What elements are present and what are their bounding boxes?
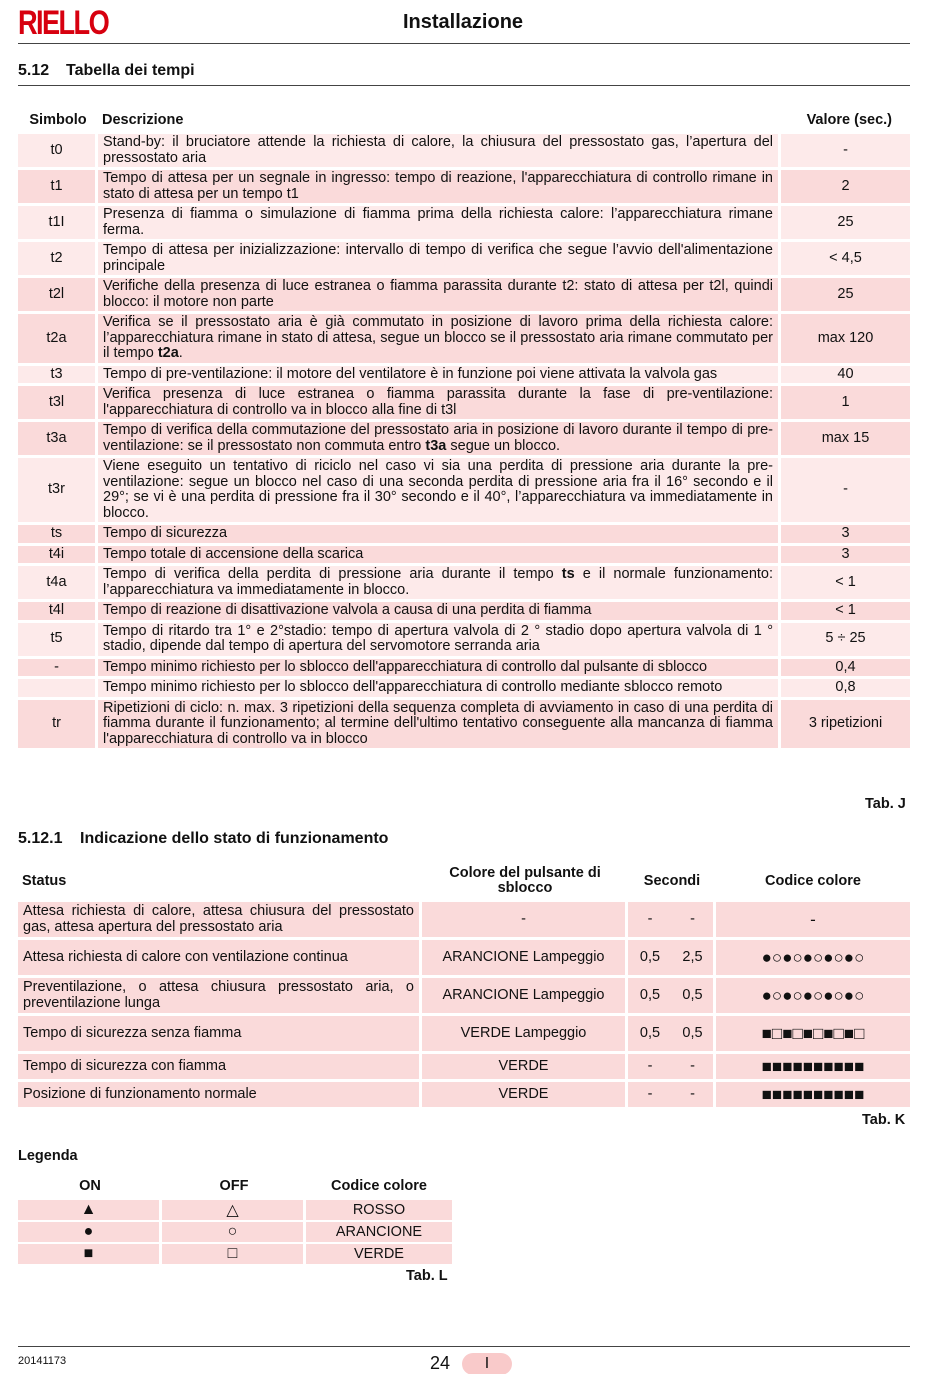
table-row (18, 386, 910, 419)
table-row (18, 623, 910, 656)
legend-color-name: ARANCIONE (306, 1222, 452, 1242)
document-code: 20141173 (18, 1355, 67, 1367)
row-value: - (781, 134, 910, 167)
row-button-color: ARANCIONE Lampeggio (422, 978, 628, 1013)
row-button-color: VERDE Lampeggio (422, 1016, 628, 1051)
row-symbol: t4i (18, 546, 98, 564)
row-status: Posizione di funzionamento normale (18, 1082, 422, 1107)
row-description (98, 679, 781, 697)
row-symbol: - (18, 659, 98, 677)
table-k-label: Tab. K (862, 1112, 906, 1128)
row-description (98, 386, 781, 419)
table-row (18, 458, 910, 522)
description-text: Tempo di ritardo tra 1° e 2°stadio: tempo di apertura valvola di 2 ° stadio dopo apertura valvola di 1 ° stadio, dipende dal tempo di apertura del servomotore serranda aria (103, 622, 773, 654)
description-after: . (178, 345, 183, 361)
row-value: < 1 (781, 602, 910, 620)
legend-color-name: ROSSO (306, 1200, 452, 1220)
legend-table (18, 1172, 452, 1266)
row-status: Preventilazione, o attesa chiusura pressostato aria, o preventilazione lunga (18, 978, 422, 1013)
row-button-color: VERDE (422, 1054, 628, 1079)
row-symbol: tr (18, 700, 98, 749)
row-symbol: t4l (18, 602, 98, 620)
row-status: Attesa richiesta di calore con ventilazione continua (18, 940, 422, 975)
row-symbol: t2a (18, 314, 98, 363)
legend-off-symbol: □ (162, 1244, 306, 1264)
description-text: Verifiche della presenza di luce estranea o fiamma parassita durante t2: stato di attesa per t2l, quindi blocco: il motore non parte (103, 278, 773, 310)
row-value: 2 (781, 170, 910, 203)
row-button-color: ARANCIONE Lampeggio (422, 940, 628, 975)
table-row (18, 700, 910, 749)
description-after: e il normale funzionamento: l’apparecchiatura va immediatamente in blocco. (103, 566, 774, 598)
row-status: Tempo di sicurezza senza fiamma (18, 1016, 422, 1051)
row-color-code: ■□■□■□■□■□ (716, 1016, 910, 1051)
row-description (98, 314, 781, 363)
table-row (18, 134, 910, 167)
row-value: 5 ÷ 25 (781, 623, 910, 656)
page-header (18, 6, 910, 44)
row-value: 1 (781, 386, 910, 419)
legend-on-symbol: ▲ (18, 1200, 162, 1220)
row-seconds-off: - (672, 902, 716, 937)
row-color-code: ●○●○●○●○●○ (716, 940, 910, 975)
col-value-header: Valore (sec.) (806, 112, 892, 128)
row-value: 40 (781, 366, 910, 384)
row-value: max 15 (781, 422, 910, 455)
row-seconds-on: - (628, 1054, 672, 1079)
col-description-header: Descrizione (102, 112, 184, 128)
col-seconds-header: Secondi (643, 872, 701, 889)
row-seconds-on: 0,5 (628, 978, 672, 1013)
row-value: 25 (781, 206, 910, 239)
row-value: < 4,5 (781, 242, 910, 275)
row-color-code: - (716, 902, 910, 937)
table-row (18, 422, 910, 455)
legend-code-header: Codice colore (331, 1178, 427, 1194)
table-row (18, 902, 910, 937)
description-text: Tempo totale di accensione della scarica (103, 545, 364, 562)
row-symbol: t3l (18, 386, 98, 419)
legend-off-header: OFF (219, 1178, 249, 1194)
description-after: segue un blocco. (446, 437, 561, 454)
description-text: Tempo minimo richiesto per lo sblocco dell'apparecchiatura di controllo mediante sblocco remoto (103, 679, 723, 695)
legend-on-symbol: ■ (18, 1244, 162, 1264)
row-value: 25 (781, 278, 910, 311)
section-heading-5-12-1 (18, 830, 910, 848)
description-text: Tempo minimo richiesto per lo sblocco dell'apparecchiatura di controllo dal pulsante di sblocco (103, 658, 708, 675)
row-description (98, 170, 781, 203)
page-footer (18, 1346, 910, 1374)
status-table (18, 860, 910, 1110)
row-description (98, 242, 781, 275)
row-symbol: ts (18, 525, 98, 543)
description-text: Ripetizioni di ciclo: n. max. 3 ripetizioni della sequenza completa di avviamento in caso di una perdita di fiamma durante il funzionamento; al termine dell'ultimo tentativo conseguente alla mancanza di fiamma l'apparecchiatura di controllo va in blocco (103, 699, 773, 747)
row-color-code: ■■■■■■■■■■ (716, 1054, 910, 1079)
row-seconds-off: - (672, 1054, 716, 1079)
row-button-color: VERDE (422, 1082, 628, 1107)
legend-row (18, 1222, 452, 1242)
row-symbol: t1 (18, 170, 98, 203)
table-l-label: Tab. L (406, 1268, 448, 1284)
row-description (98, 422, 781, 455)
row-description (98, 134, 781, 167)
row-description (98, 458, 781, 522)
row-description (98, 278, 781, 311)
description-text: Tempo di attesa per un segnale in ingresso: tempo di reazione, l'apparecchiatura di controllo rimane in stato di attesa per un tempo t1 (103, 170, 773, 202)
legend-color-name: VERDE (306, 1244, 452, 1264)
row-description (98, 659, 781, 677)
description-text: Verifica se il pressostato aria è già commutato in posizione di lavoro prima della richiesta calore: l’apparecchiatura rimane in stato di attesa, segue un blocco se il pressostato aria rimane commutato per il tempo (103, 314, 773, 361)
page-title: Installazione (403, 11, 524, 33)
row-seconds-off: 2,5 (672, 940, 716, 975)
col-symbol-header: Simbolo (29, 112, 87, 128)
description-text: Verifica presenza di luce estranea o fiamma parassita durante la fase di pre-ventilazione: l'apparecchiatura di controllo va in blocco alla fine di t3l (103, 386, 773, 418)
row-symbol: t3a (18, 422, 98, 455)
table-row (18, 566, 910, 599)
row-color-code: ●○●○●○●○●○ (716, 978, 910, 1013)
row-symbol (18, 679, 98, 697)
table-row (18, 525, 910, 543)
table-row (18, 940, 910, 975)
table-row (18, 1082, 910, 1107)
row-seconds-off: - (672, 1082, 716, 1107)
section-title: Tabella dei tempi (66, 62, 195, 79)
row-button-color: - (422, 902, 628, 937)
row-symbol: t2l (18, 278, 98, 311)
row-seconds-on: - (628, 1082, 672, 1107)
table-row (18, 1016, 910, 1051)
legend-title: Legenda (18, 1148, 78, 1164)
table-row (18, 659, 910, 677)
table-j-label: Tab. J (865, 796, 906, 812)
riello-logo: RIELLO (18, 4, 109, 42)
legend-on-symbol: ● (18, 1222, 162, 1242)
col-button-color-header: Colore del pulsante di sblocco (449, 865, 601, 896)
legend-off-symbol: △ (162, 1200, 306, 1220)
table-row (18, 242, 910, 275)
row-seconds-on: - (628, 902, 672, 937)
col-color-code-header: Codice colore (765, 872, 861, 889)
section-number: 5.12 (18, 62, 50, 79)
row-value: < 1 (781, 566, 910, 599)
row-symbol: t5 (18, 623, 98, 656)
table-row (18, 278, 910, 311)
row-description (98, 366, 781, 384)
row-value: 3 (781, 525, 910, 543)
row-seconds-off: 0,5 (672, 1016, 716, 1051)
language-badge: I (462, 1353, 512, 1374)
legend-on-header: ON (79, 1178, 101, 1194)
legend-off-symbol: ○ (162, 1222, 306, 1242)
times-table (18, 106, 910, 751)
description-text: Tempo di verifica della perdita di pressione aria durante il tempo (103, 566, 562, 582)
row-value: 0,4 (781, 659, 910, 677)
table-row (18, 602, 910, 620)
row-value: 3 ripetizioni (781, 700, 910, 749)
row-symbol: t2 (18, 242, 98, 275)
description-bold: t2a (157, 345, 179, 361)
row-value: 0,8 (781, 679, 910, 697)
row-symbol: t4a (18, 566, 98, 599)
row-symbol: t3 (18, 366, 98, 384)
row-status: Attesa richiesta di calore, attesa chiusura del pressostato gas, attesa apertura del pressostato aria (18, 902, 422, 937)
section-heading-5-12 (18, 62, 910, 86)
legend-row (18, 1200, 452, 1220)
row-description (98, 623, 781, 656)
legend-row (18, 1244, 452, 1264)
row-seconds-on: 0,5 (628, 1016, 672, 1051)
description-text: Presenza di fiamma o simulazione di fiamma prima della richiesta calore: l’apparecchiatura rimane ferma. (103, 206, 773, 238)
description-text: Viene eseguito un tentativo di riciclo nel caso vi sia una perdita di pressione aria durante la pre-ventilazione: segue un blocco nel caso di una seconda perdita di pressione aria fra il 16° secondo e il 29°; se vi è una perdita di pressione fra il 30° secondo e il 40°, l’apparecchiatura va immediatamente in blocco. (103, 458, 773, 521)
row-description (98, 566, 781, 599)
section-number: 5.12.1 (18, 830, 63, 847)
description-bold: t3a (425, 437, 447, 454)
table-row (18, 170, 910, 203)
page-number: 24 (430, 1353, 451, 1373)
section-title: Indicazione dello stato di funzionamento (80, 830, 389, 847)
table-row (18, 206, 910, 239)
description-text: Tempo di verifica della commutazione del pressostato aria in posizione di lavoro durante il tempo di pre-ventilazione: se il pressostato non commuta entro (103, 422, 773, 454)
table-row (18, 1054, 910, 1079)
row-value: max 120 (781, 314, 910, 363)
row-description (98, 546, 781, 564)
row-description (98, 700, 781, 749)
table-row (18, 546, 910, 564)
row-symbol: t3r (18, 458, 98, 522)
row-description (98, 525, 781, 543)
row-symbol: t1I (18, 206, 98, 239)
row-value: - (781, 458, 910, 522)
row-value: 3 (781, 546, 910, 564)
description-text: Tempo di reazione di disattivazione valvola a causa di una perdita di fiamma (103, 602, 592, 618)
table-row (18, 679, 910, 697)
table-row (18, 366, 910, 384)
row-description (98, 602, 781, 620)
row-symbol: t0 (18, 134, 98, 167)
row-description (98, 206, 781, 239)
description-text: Tempo di sicurezza (103, 525, 228, 541)
description-text: Tempo di attesa per inizializzazione: intervallo di tempo di verifica che segue l’avvio dell'alimentazione principale (103, 242, 773, 274)
row-seconds-on: 0,5 (628, 940, 672, 975)
description-bold: ts (561, 566, 575, 582)
table-row (18, 314, 910, 363)
row-color-code: ■■■■■■■■■■ (716, 1082, 910, 1107)
description-text: Tempo di pre-ventilazione: il motore del ventilatore è in funzione poi viene attivata la valvola gas (103, 365, 718, 382)
row-seconds-off: 0,5 (672, 978, 716, 1013)
col-status-header: Status (22, 872, 67, 889)
description-text: Stand-by: il bruciatore attende la richiesta di calore, la chiusura del pressostato gas, l’apertura del pressostato aria (103, 134, 773, 166)
row-status: Tempo di sicurezza con fiamma (18, 1054, 422, 1079)
table-row (18, 978, 910, 1013)
